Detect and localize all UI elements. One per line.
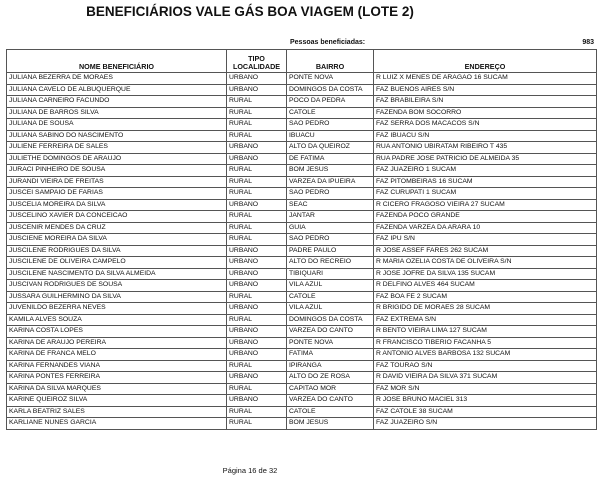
cell-tipo-localidade: URBANO (227, 73, 287, 85)
cell-bairro: ALTO DO RECREIO (287, 257, 374, 269)
cell-endereco: FAZ TOURAO S/N (374, 360, 597, 372)
cell-nome: JURANDI VIEIRA DE FREITAS (7, 176, 227, 188)
cell-bairro: SAO PEDRO (287, 234, 374, 246)
cell-nome: JULIANA BEZERRA DE MORAES (7, 73, 227, 85)
cell-bairro: DE FATIMA (287, 153, 374, 165)
cell-bairro: VARZEA DA IPUEIRA (287, 176, 374, 188)
cell-endereco: R BRIGIDO DE MORAES 28 SUCAM (374, 303, 597, 315)
cell-nome: KARLA BEATRIZ SALES (7, 406, 227, 418)
table-row (7, 360, 597, 372)
cell-nome: JUSCIVAN RODRIGUES DE SOUSA (7, 280, 227, 292)
cell-nome: KAMILA ALVES SOUZA (7, 314, 227, 326)
table-row (7, 280, 597, 292)
cell-tipo-localidade: RURAL (227, 96, 287, 108)
cell-nome: JUSCEI SAMPAIO DE FARIAS (7, 188, 227, 200)
cell-endereco: FAZENDA VARZEA DA ARARA 10 (374, 222, 597, 234)
cell-tipo-localidade: URBANO (227, 84, 287, 96)
cell-bairro: ALTO DA QUEIROZ (287, 142, 374, 154)
cell-bairro: IBUACU (287, 130, 374, 142)
cell-endereco: RUA ANTONIO UBIRATAM RIBEIRO T 435 (374, 142, 597, 154)
cell-tipo-localidade: URBANO (227, 142, 287, 154)
cell-endereco: FAZ JUAZEIRO 1 SUCAM (374, 165, 597, 177)
page-number: Página 16 de 32 (222, 466, 278, 475)
cell-tipo-localidade: URBANO (227, 303, 287, 315)
table-row (7, 383, 597, 395)
cell-bairro: TIBIQUARI (287, 268, 374, 280)
cell-nome: JUSCELINO XAVIER DA CONCEICAO (7, 211, 227, 223)
cell-endereco: R ANTONIO ALVES BARBOSA 132 SUCAM (374, 349, 597, 361)
cell-endereco: R JOSE JOFRE DA SILVA 135 SUCAM (374, 268, 597, 280)
table-row (7, 130, 597, 142)
cell-bairro: PONTE NOVA (287, 337, 374, 349)
cell-endereco: FAZ IBUACU S/N (374, 130, 597, 142)
cell-endereco: FAZENDA POCO GRANDE (374, 211, 597, 223)
table-row (7, 211, 597, 223)
cell-nome: KARINA COSTA LOPES (7, 326, 227, 338)
cell-endereco: R MARIA OZELIA COSTA DE OLIVEIRA S/N (374, 257, 597, 269)
table-row (7, 372, 597, 384)
cell-tipo-localidade: URBANO (227, 280, 287, 292)
cell-bairro: VARZEA DO CANTO (287, 395, 374, 407)
table-row (7, 314, 597, 326)
cell-nome: KARINA FERNANDES VIANA (7, 360, 227, 372)
cell-tipo-localidade: URBANO (227, 372, 287, 384)
cell-nome: JUSCILENE DE OLIVEIRA CAMPELO (7, 257, 227, 269)
cell-bairro: CATOLE (287, 107, 374, 119)
table-row (7, 153, 597, 165)
cell-endereco: FAZ JUAZEIRO S/N (374, 418, 597, 430)
cell-nome: JUSCILENE RODRIGUES DA SILVA (7, 245, 227, 257)
cell-endereco: FAZ BUENOS AIRES S/N (374, 84, 597, 96)
cell-tipo-localidade: URBANO (227, 395, 287, 407)
cell-endereco: FAZ CATOLE 38 SUCAM (374, 406, 597, 418)
cell-endereco: R DAVID VIEIRA DA SILVA 371 SUCAM (374, 372, 597, 384)
table-body (7, 73, 597, 430)
cell-endereco: FAZ BOA FE 2 SUCAM (374, 291, 597, 303)
cell-tipo-localidade: RURAL (227, 418, 287, 430)
cell-tipo-localidade: RURAL (227, 188, 287, 200)
cell-tipo-localidade: URBANO (227, 326, 287, 338)
table-row (7, 119, 597, 131)
beneficiary-count-label: Pessoas beneficiadas: (290, 39, 366, 46)
cell-nome: JULIANA CAVELO DE ALBUQUERQUE (7, 84, 227, 96)
cell-tipo-localidade: URBANO (227, 337, 287, 349)
table-row (7, 84, 597, 96)
cell-tipo-localidade: URBANO (227, 349, 287, 361)
cell-tipo-localidade: RURAL (227, 119, 287, 131)
cell-bairro: GUIA (287, 222, 374, 234)
cell-bairro: FATIMA (287, 349, 374, 361)
cell-bairro: ALTO DO ZE ROSA (287, 372, 374, 384)
cell-tipo-localidade: RURAL (227, 107, 287, 119)
cell-tipo-localidade: RURAL (227, 360, 287, 372)
cell-tipo-localidade: RURAL (227, 165, 287, 177)
document-title: BENEFICIÁRIOS VALE GÁS BOA VIAGEM (LOTE 2) (86, 4, 414, 19)
cell-endereco: R JOSE BRUNO MACIEL 313 (374, 395, 597, 407)
table-row (7, 222, 597, 234)
cell-tipo-localidade: URBANO (227, 245, 287, 257)
cell-bairro: SAO PEDRO (287, 119, 374, 131)
table-row (7, 326, 597, 338)
cell-endereco: R DELFINO ALVES 464 SUCAM (374, 280, 597, 292)
cell-tipo-localidade: RURAL (227, 130, 287, 142)
cell-bairro: VARZEA DO CANTO (287, 326, 374, 338)
table-row (7, 188, 597, 200)
cell-bairro: PONTE NOVA (287, 73, 374, 85)
cell-endereco: R JOSE ASSEF FARES 262 SUCAM (374, 245, 597, 257)
header-bairro: BAIRRO (287, 50, 374, 73)
cell-nome: JURACI PINHEIRO DE SOUSA (7, 165, 227, 177)
table-row (7, 337, 597, 349)
table-row (7, 234, 597, 246)
cell-endereco: R BENTO VIEIRA LIMA 127 SUCAM (374, 326, 597, 338)
table-row (7, 418, 597, 430)
table-row (7, 303, 597, 315)
cell-nome: JUSSARA GUILHERMINO DA SILVA (7, 291, 227, 303)
cell-bairro: JANTAR (287, 211, 374, 223)
cell-bairro: VILA AZUL (287, 303, 374, 315)
header-tipo-localidade: TIPO LOCALIDADE (227, 50, 287, 73)
cell-endereco: FAZ BRABILEIRA S/N (374, 96, 597, 108)
cell-tipo-localidade: RURAL (227, 211, 287, 223)
cell-tipo-localidade: URBANO (227, 199, 287, 211)
cell-nome: JULIANA SABINO DO NASCIMENTO (7, 130, 227, 142)
cell-nome: KARINA PONTES FERREIRA (7, 372, 227, 384)
beneficiary-count-value: 983 (582, 39, 594, 46)
cell-nome: JULIETHE DOMINGOS DE ARAUJO (7, 153, 227, 165)
cell-endereco: FAZENDA BOM SOCORRO (374, 107, 597, 119)
cell-endereco: R LUIZ X MENES DE ARAGAO 16 SUCAM (374, 73, 597, 85)
cell-endereco: FAZ PITOMBEIRAS 16 SUCAM (374, 176, 597, 188)
cell-nome: KARLIANE NUNES GARCIA (7, 418, 227, 430)
cell-bairro: DOMINGOS DA COSTA (287, 314, 374, 326)
cell-nome: KARINA DA SILVA MARQUES (7, 383, 227, 395)
cell-nome: KARINA DE ARAUJO PEREIRA (7, 337, 227, 349)
table-header-row (7, 50, 597, 73)
cell-nome: JUSCILENE NASCIMENTO DA SILVA ALMEIDA (7, 268, 227, 280)
cell-endereco: FAZ CURUPATI 1 SUCAM (374, 188, 597, 200)
cell-nome: JUVENILDO BEZERRA NEVES (7, 303, 227, 315)
cell-bairro: BOM JESUS (287, 165, 374, 177)
table-row (7, 107, 597, 119)
cell-bairro: POCO DA PEDRA (287, 96, 374, 108)
cell-endereco: FAZ IPU S/N (374, 234, 597, 246)
cell-nome: KARINA DE FRANCA MELO (7, 349, 227, 361)
cell-bairro: CATOLE (287, 406, 374, 418)
cell-tipo-localidade: RURAL (227, 222, 287, 234)
cell-nome: KARINE QUEIROZ SILVA (7, 395, 227, 407)
beneficiaries-table (6, 49, 597, 430)
cell-nome: JULIANA DE SOUSA (7, 119, 227, 131)
cell-nome: JUSCELIA MOREIRA DA SILVA (7, 199, 227, 211)
cell-tipo-localidade: URBANO (227, 257, 287, 269)
cell-endereco: FAZ EXTREMA S/N (374, 314, 597, 326)
cell-nome: JUSCENIR MENDES DA CRUZ (7, 222, 227, 234)
table-row (7, 291, 597, 303)
table-row (7, 165, 597, 177)
cell-bairro: SEAC (287, 199, 374, 211)
cell-tipo-localidade: RURAL (227, 176, 287, 188)
table-row (7, 406, 597, 418)
table-row (7, 349, 597, 361)
table-row (7, 142, 597, 154)
cell-bairro: VILA AZUL (287, 280, 374, 292)
cell-endereco: R CICERO FRAGOSO VIEIRA 27 SUCAM (374, 199, 597, 211)
header-endereco: ENDEREÇO (374, 50, 597, 73)
table-row (7, 73, 597, 85)
cell-endereco: RUA PADRE JOSE PATRICIO DE ALMEIDA 35 (374, 153, 597, 165)
cell-endereco: R FRANCISCO TIBERIO FACANHA 5 (374, 337, 597, 349)
cell-nome: JULIANA CARNEIRO FACUNDO (7, 96, 227, 108)
table-row (7, 199, 597, 211)
cell-nome: JUSCIENE MOREIRA DA SILVA (7, 234, 227, 246)
cell-bairro: CATOLE (287, 291, 374, 303)
cell-tipo-localidade: URBANO (227, 268, 287, 280)
table-row (7, 268, 597, 280)
cell-tipo-localidade: RURAL (227, 383, 287, 395)
cell-tipo-localidade: RURAL (227, 314, 287, 326)
cell-tipo-localidade: RURAL (227, 406, 287, 418)
cell-endereco: FAZ MOR S/N (374, 383, 597, 395)
cell-nome: JULIANA DE BARROS SILVA (7, 107, 227, 119)
cell-bairro: SAO PEDRO (287, 188, 374, 200)
cell-tipo-localidade: RURAL (227, 234, 287, 246)
cell-tipo-localidade: RURAL (227, 291, 287, 303)
cell-nome: JULIENE FERREIRA DE SALES (7, 142, 227, 154)
table-row (7, 395, 597, 407)
cell-bairro: BOM JESUS (287, 418, 374, 430)
header-nome: NOME BENEFICIÁRIO (7, 50, 227, 73)
table-row (7, 245, 597, 257)
cell-bairro: DOMINGOS DA COSTA (287, 84, 374, 96)
cell-bairro: CAPITAO MOR (287, 383, 374, 395)
cell-endereco: FAZ SERRA DOS MACACOS S/N (374, 119, 597, 131)
table-row (7, 176, 597, 188)
cell-bairro: IPIRANGA (287, 360, 374, 372)
cell-bairro: PADRE PAULO (287, 245, 374, 257)
table-row (7, 257, 597, 269)
cell-tipo-localidade: URBANO (227, 153, 287, 165)
table-row (7, 96, 597, 108)
